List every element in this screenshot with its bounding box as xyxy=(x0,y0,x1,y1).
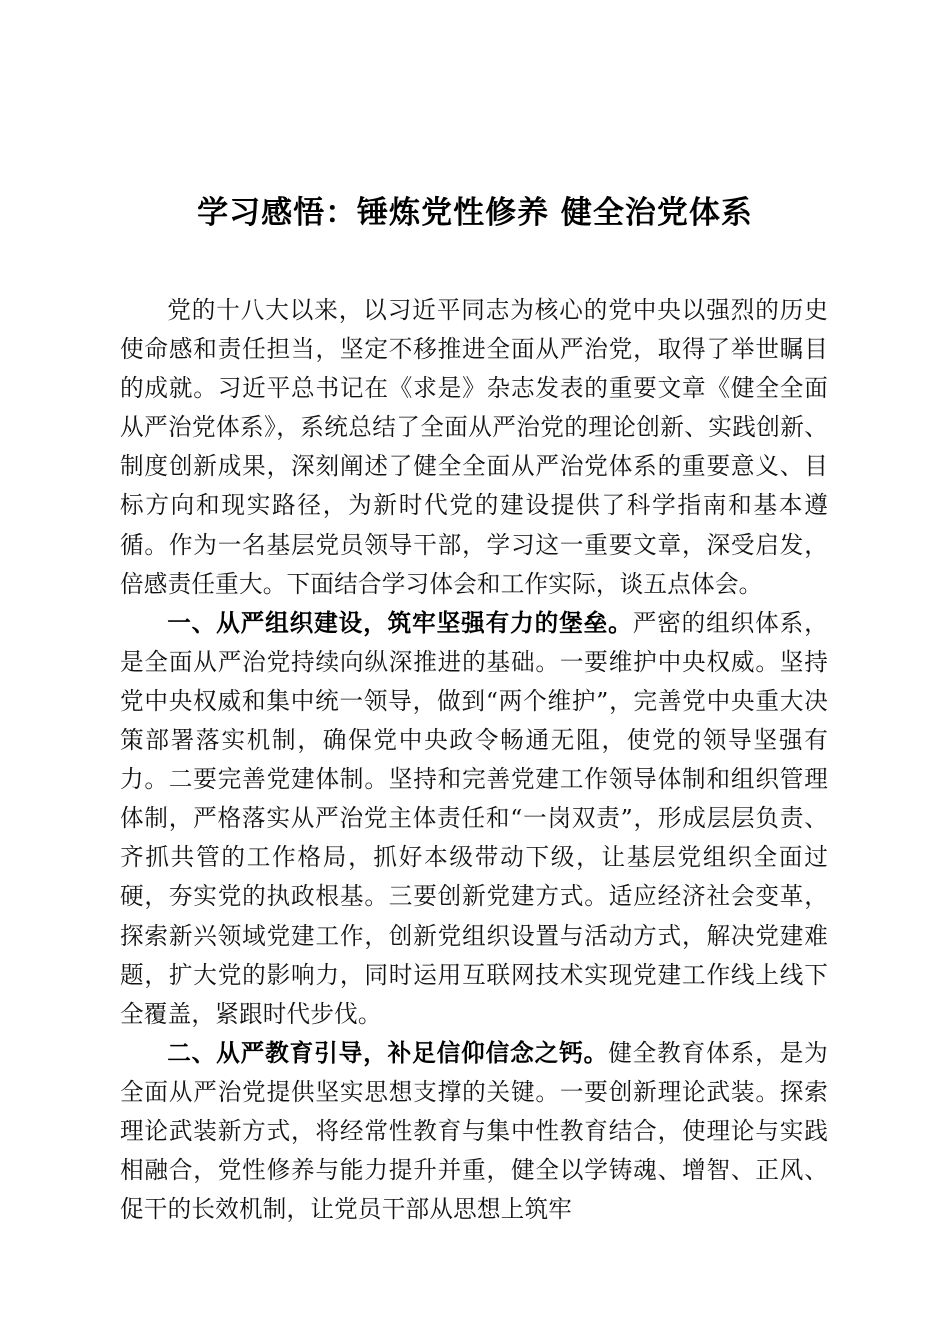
paragraph-section-1 xyxy=(120,604,828,1034)
paragraph-text: 健全教育体系，是为全面从严治党提供坚实思想支撑的关键。一要创新理论武装。探索理论武装新方式，将经常性教育与集中性教育结合，使理论与实践相融合，党性修养与能力提升并重，健全以学铸魂、增智、正风、促干的长效机制，让党员干部从思想上筑牢 xyxy=(120,1038,828,1224)
paragraph-section-2 xyxy=(120,1034,828,1229)
paragraph-text: 严密的组织体系，是全面从严治党持续向纵深推进的基础。一要维护中央权威。坚持党中央权威和集中统一领导，做到“两个维护”，完善党中央重大决策部署落实机制，确保党中央政令畅通无阻，使党的领导坚强有力。二要完善党建体制。坚持和完善党建工作领导体制和组织管理体制，严格落实从严治党主体责任和“一岗双责”，形成层层负责、齐抓共管的工作格局，抓好本级带动下级，让基层党组织全面过硬，夯实党的执政根基。三要创新党建方式。适应经济社会变革，探索新兴领域党建工作，创新党组织设置与活动方式，解决党建难题，扩大党的影响力，同时运用互联网技术实现党建工作线上线下全覆盖，紧跟时代步伐。 xyxy=(120,608,828,1028)
paragraph-text: 党的十八大以来，以习近平同志为核心的党中央以强烈的历史使命感和责任担当，坚定不移推进全面从严治党，取得了举世瞩目的成就。习近平总书记在《求是》杂志发表的重要文章《健全全面从严治党体系》，系统总结了全面从严治党的理论创新、实践创新、制度创新成果，深刻阐述了健全全面从严治党体系的重要意义、目标方向和现实路径，为新时代党的建设提供了科学指南和基本遵循。作为一名基层党员领导干部，学习这一重要文章，深受启发，倍感责任重大。下面结合学习体会和工作实际，谈五点体会。 xyxy=(120,296,828,598)
section-heading: 一、从严组织建设，筑牢坚强有力的堡垒。 xyxy=(167,608,633,637)
paragraph-intro xyxy=(120,291,828,604)
section-heading: 二、从严教育引导，补足信仰信念之钙。 xyxy=(167,1038,609,1067)
document-body xyxy=(120,291,828,1229)
document-title: 学习感悟：锤炼党性修养 健全治党体系 xyxy=(197,195,753,231)
